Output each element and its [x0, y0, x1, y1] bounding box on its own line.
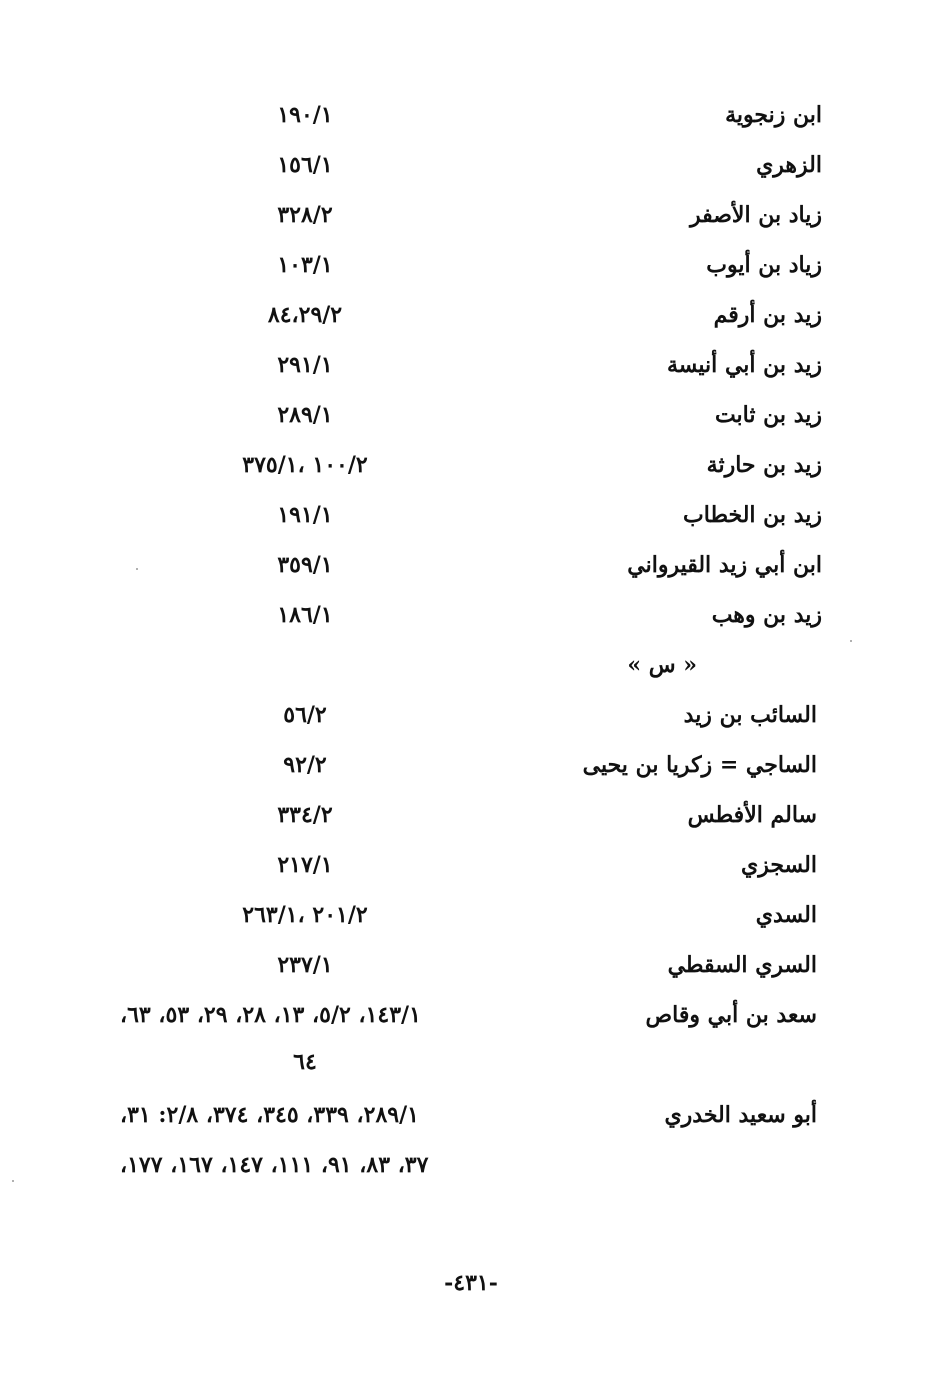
index-entry [0, 495, 942, 535]
scan-speck [12, 1180, 14, 1182]
index-entry [0, 945, 942, 985]
entry-name: زيد بن الخطاب [683, 502, 822, 528]
entry-name: زيد بن أرقم [713, 302, 822, 328]
index-entry [0, 595, 942, 635]
index-entry [0, 995, 942, 1035]
entry-name: زياد بن الأصفر [689, 202, 822, 228]
index-entry [0, 845, 942, 885]
index-entry-continuation [0, 1145, 942, 1185]
entry-pages: ٣٣٤/٢ [277, 802, 333, 828]
entry-pages: ١٤٣/١، ٥/٢، ١٣، ٢٨، ٢٩، ٥٣، ٦٣، [120, 1002, 421, 1028]
entry-pages: ٢١٧/١ [277, 852, 333, 878]
entry-pages: ١٥٦/١ [277, 152, 333, 178]
entry-name: السجزي [740, 852, 817, 878]
index-entry [0, 395, 942, 435]
section-heading-row [0, 645, 942, 685]
entry-name: ابن أبي زيد القيرواني [627, 552, 822, 578]
index-entry [0, 295, 942, 335]
entry-pages: ١٩٠/١ [277, 102, 333, 128]
entry-name: السائب بن زيد [683, 702, 817, 728]
index-entry [0, 95, 942, 135]
entry-pages: ٩٢/٢ [283, 752, 327, 778]
entry-pages: ٢٨٩/١ [277, 402, 333, 428]
index-entry [0, 1095, 942, 1135]
page-number: -٤٣١- [444, 1270, 498, 1296]
index-entry [0, 795, 942, 835]
scan-speck [136, 568, 138, 570]
index-entry [0, 545, 942, 585]
entry-name: الزهري [756, 152, 822, 178]
entry-name: ابن زنجوية [725, 102, 822, 128]
entry-name: زيد بن وهب [711, 602, 822, 628]
entry-name: زيد بن حارثة [706, 452, 822, 478]
index-entry [0, 345, 942, 385]
entry-pages: ٢٩١/١ [277, 352, 333, 378]
entry-name: زياد بن أيوب [706, 252, 822, 278]
index-entry [0, 245, 942, 285]
entry-pages: ٣٥٩/١ [277, 552, 333, 578]
entry-pages: ٢٨٩/١، ٣٣٩، ٣٤٥، ٣٧٤، ٢/٨: ٣١، [120, 1102, 419, 1128]
index-entry [0, 195, 942, 235]
entry-name: زيد بن أبي أنيسة [666, 352, 822, 378]
entry-pages: ٣٢٨/٢ [277, 202, 333, 228]
index-entry [0, 745, 942, 785]
entry-pages: ٣٧، ٨٣، ٩١، ١١١، ١٤٧، ١٦٧، ١٧٧، [120, 1152, 429, 1178]
index-entry-continuation [0, 1042, 942, 1082]
entry-pages: ٨٤،٢٩/٢ [267, 302, 343, 328]
entry-pages: ١٠٣/١ [277, 252, 333, 278]
entry-pages: ٦٤ [293, 1049, 317, 1075]
entry-name: سعد بن أبي وقاص [645, 1002, 817, 1028]
entry-name: سالم الأفطس [687, 802, 817, 828]
entry-pages: ٥٦/٢ [283, 702, 327, 728]
entry-pages: ١٨٦/١ [277, 602, 333, 628]
entry-pages: ١٩١/١ [277, 502, 333, 528]
entry-name: السري السقطي [667, 952, 817, 978]
entry-name: الساجي = زكريا بن يحيى [582, 752, 817, 778]
entry-name: السدي [755, 902, 817, 928]
index-entry [0, 145, 942, 185]
index-entry [0, 895, 942, 935]
entry-pages: ٢٣٧/١ [277, 952, 333, 978]
index-entry [0, 695, 942, 735]
entry-pages: ٢٠١/٢ ،٢٦٣/١ [242, 902, 368, 928]
index-entry [0, 445, 942, 485]
scan-speck [850, 640, 852, 642]
entry-pages: ١٠٠/٢ ،٣٧٥/١ [242, 452, 368, 478]
entry-name: أبو سعيد الخدري [664, 1102, 817, 1128]
section-heading: « س » [627, 652, 697, 678]
entry-name: زيد بن ثابت [714, 402, 822, 428]
